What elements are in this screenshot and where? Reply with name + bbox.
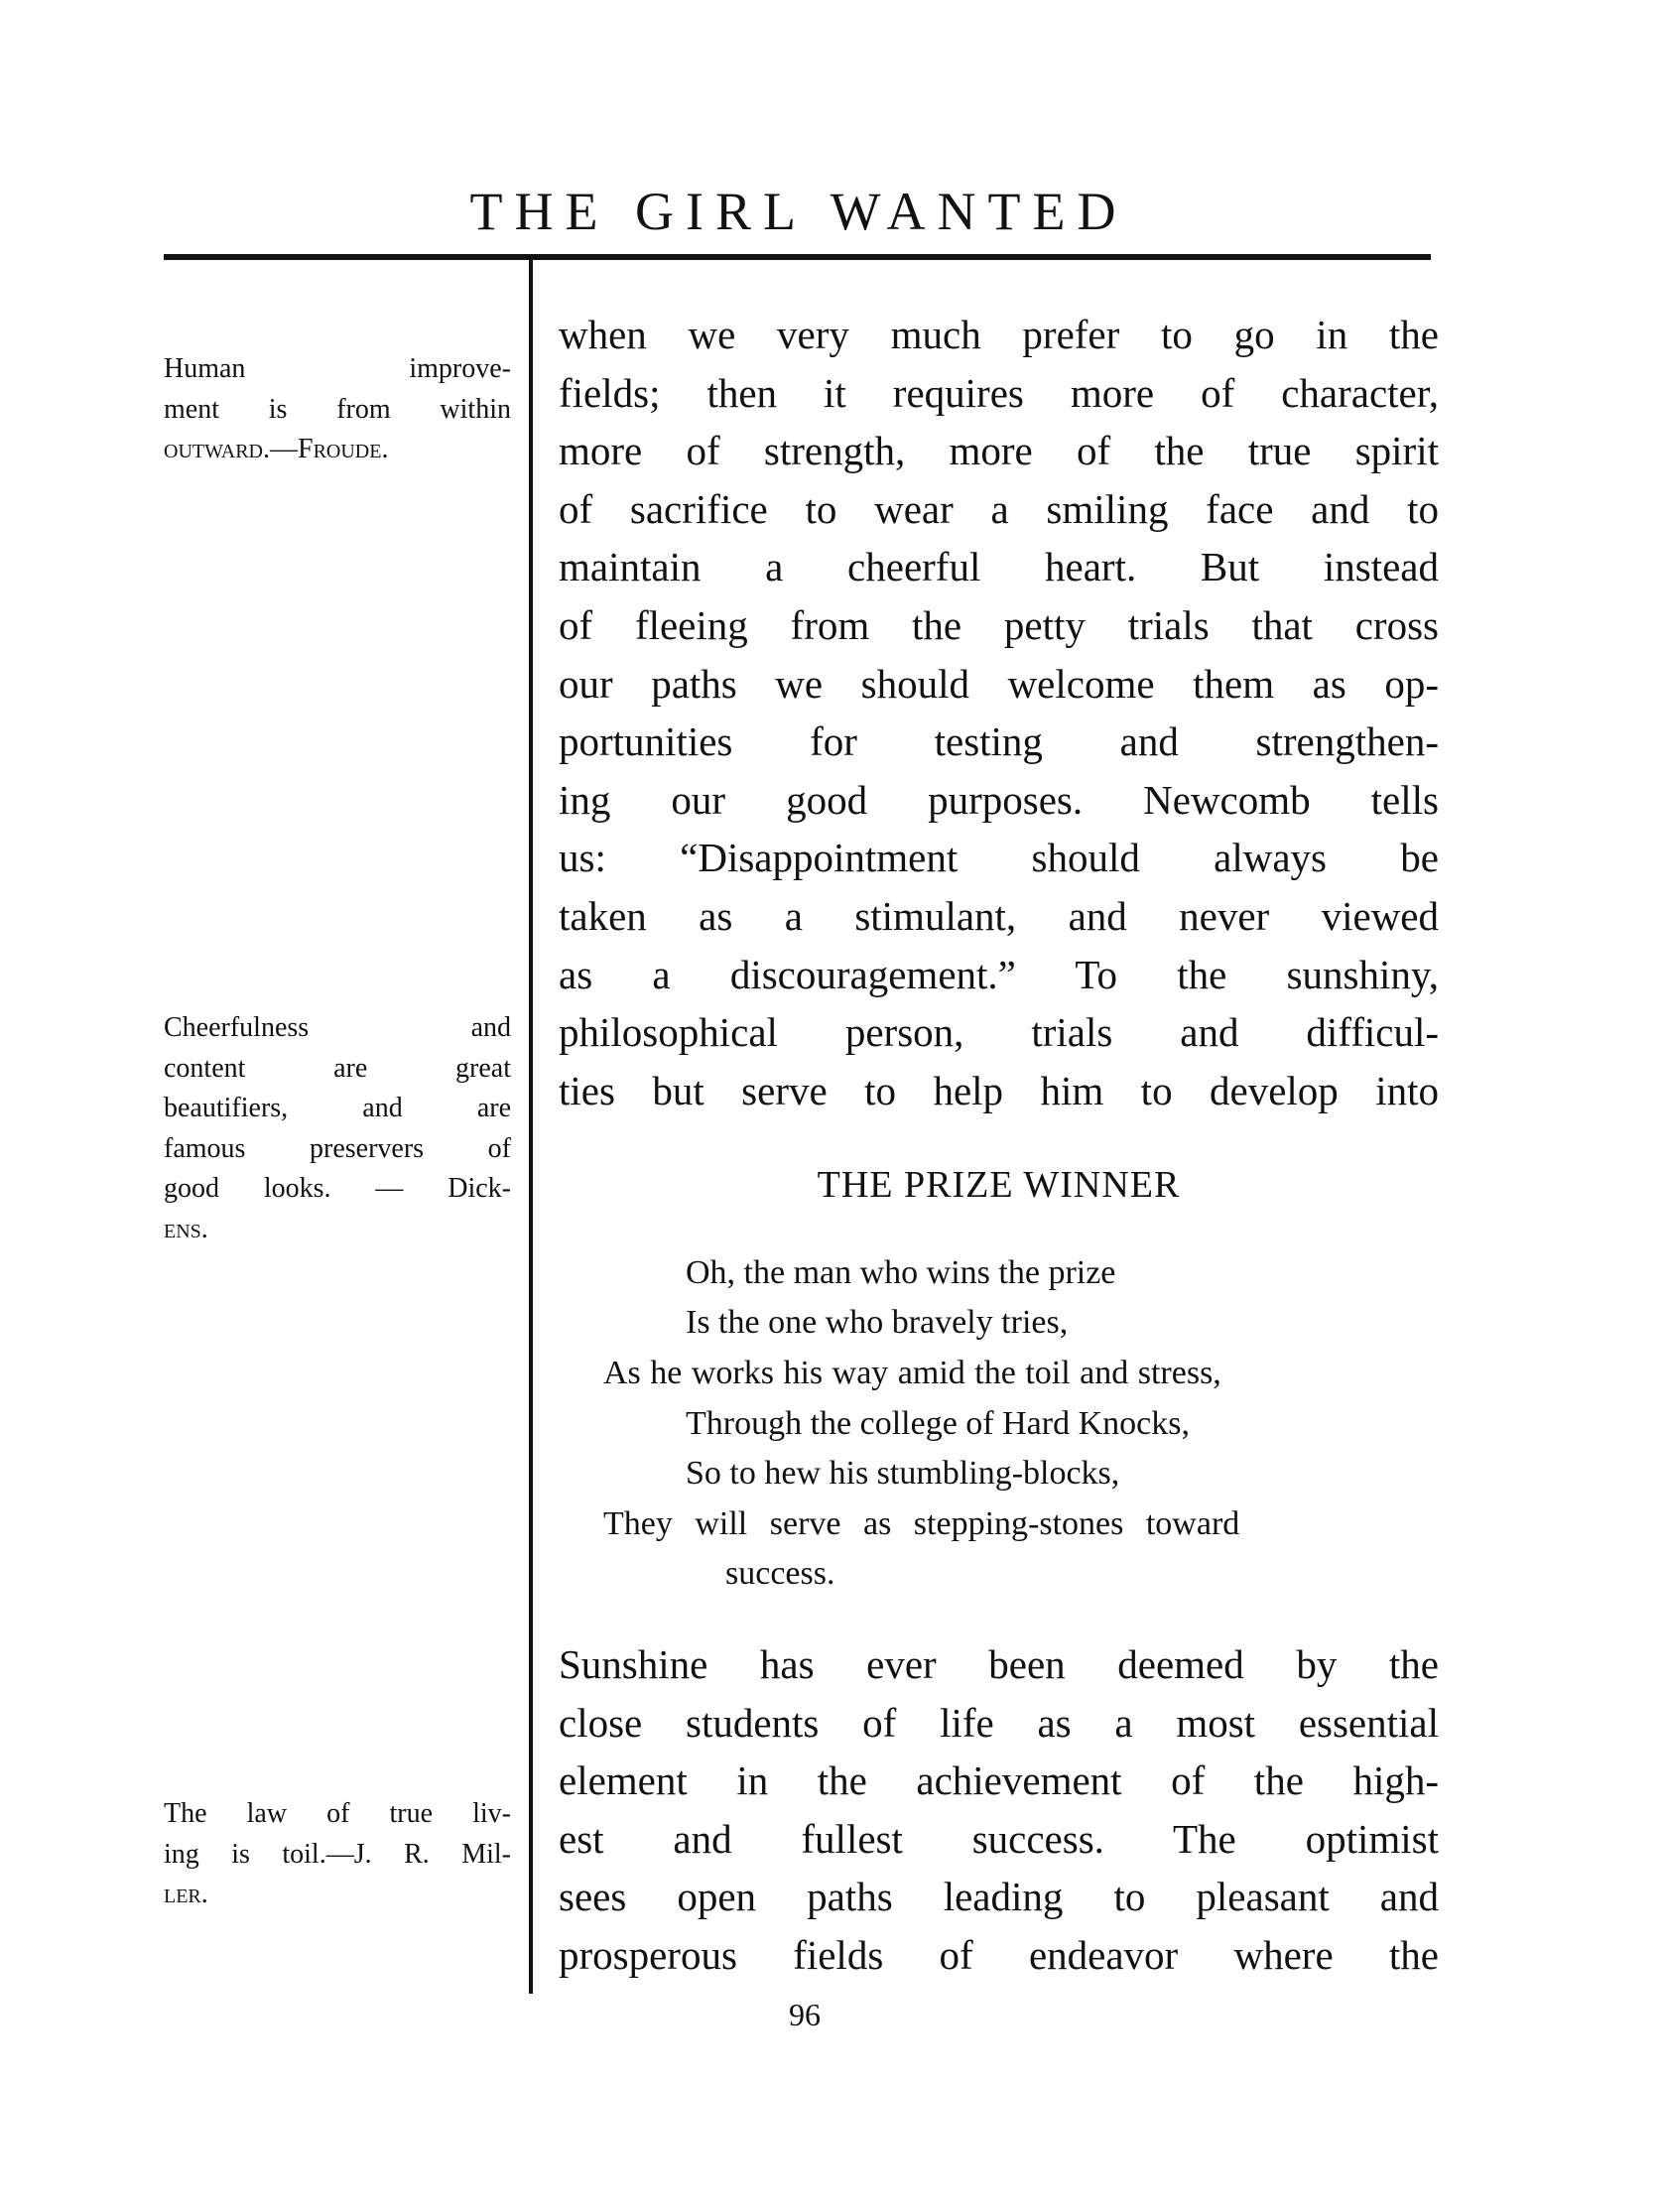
text-line: more of strength, more of the true spirit: [559, 428, 1439, 474]
poem-line: Through the college of Hard Knocks,: [686, 1405, 1190, 1442]
poem-line: Oh, the man who wins the prize: [686, 1254, 1116, 1291]
poem-line: They will serve as stepping-stones toward: [603, 1505, 1240, 1542]
sidenote-froude: [164, 349, 511, 470]
text-line: est and fullest success. The optimist: [559, 1815, 1439, 1862]
text-line: our paths we should welcome them as op-: [559, 660, 1439, 707]
text-line: of sacrifice to wear a smiling face and to: [559, 485, 1439, 532]
text-line: philosophical person, trials and difficul-: [559, 1009, 1439, 1056]
sidenote-line: The law of true liv-: [164, 1798, 511, 1829]
poem-line: Is the one who bravely tries,: [686, 1304, 1069, 1341]
text-line: element in the achievement of the high-: [559, 1757, 1439, 1804]
poem-line: success.: [725, 1555, 835, 1592]
sidenote-dickens: [164, 1008, 511, 1250]
text-line: portunities for testing and strengthen-: [559, 718, 1439, 765]
text-line: fields; then it requires more of character,: [559, 369, 1439, 416]
text-line: us: “Disappointment should always be: [559, 835, 1439, 881]
poem-line: As he works his way amid the toil and stress,: [603, 1355, 1221, 1391]
poem-line: So to hew his stumbling-blocks,: [686, 1455, 1120, 1492]
text-line: prosperous fields of endeavor where the: [559, 1931, 1439, 1978]
page-number: 96: [789, 1997, 821, 2032]
body-paragraph-1: [559, 306, 1439, 1119]
sidenote-miller: [164, 1794, 511, 1915]
body-paragraph-2: [559, 1635, 1439, 1985]
sidenote-line: content are great: [164, 1052, 511, 1084]
text-line: ing our good purposes. Newcomb tells: [559, 776, 1439, 823]
text-line: Sunshine has ever been deemed by the: [559, 1641, 1439, 1687]
sidenote-line: ment is from within: [164, 393, 511, 425]
text-line: maintain a cheerful heart. But instead: [559, 544, 1439, 590]
sidenote-line: beautifiers, and are: [164, 1093, 511, 1124]
sidenote-line: famous preservers of: [164, 1132, 511, 1164]
sidenote-line: ens.: [164, 1213, 208, 1244]
text-line: ties but serve to help him to develop into: [559, 1067, 1439, 1113]
text-line: taken as a stimulant, and never viewed: [559, 892, 1439, 939]
sidenote-line: ler.: [164, 1879, 208, 1910]
sidenote-line: Human improve-: [164, 353, 511, 384]
sidenote-line: good looks. — Dick-: [164, 1173, 511, 1205]
sidenote-line: ing is toil.—J. R. Mil-: [164, 1838, 511, 1870]
sidenote-line: Cheerfulness and: [164, 1012, 511, 1043]
poem-title: THE PRIZE WINNER: [817, 1164, 1181, 1206]
running-header: THE GIRL WANTED: [469, 182, 1128, 241]
text-line: sees open paths leading to pleasant and: [559, 1874, 1439, 1920]
column-divider: [529, 257, 533, 1994]
text-line: as a discouragement.” To the sunshiny,: [559, 951, 1439, 997]
text-line: when we very much prefer to go in the: [559, 312, 1439, 357]
sidenote-line: outward.—Froude.: [164, 434, 389, 465]
header-rule: [164, 254, 1431, 260]
text-line: close students of life as a most essential: [559, 1699, 1439, 1746]
text-line: of fleeing from the petty trials that cross: [559, 601, 1439, 648]
